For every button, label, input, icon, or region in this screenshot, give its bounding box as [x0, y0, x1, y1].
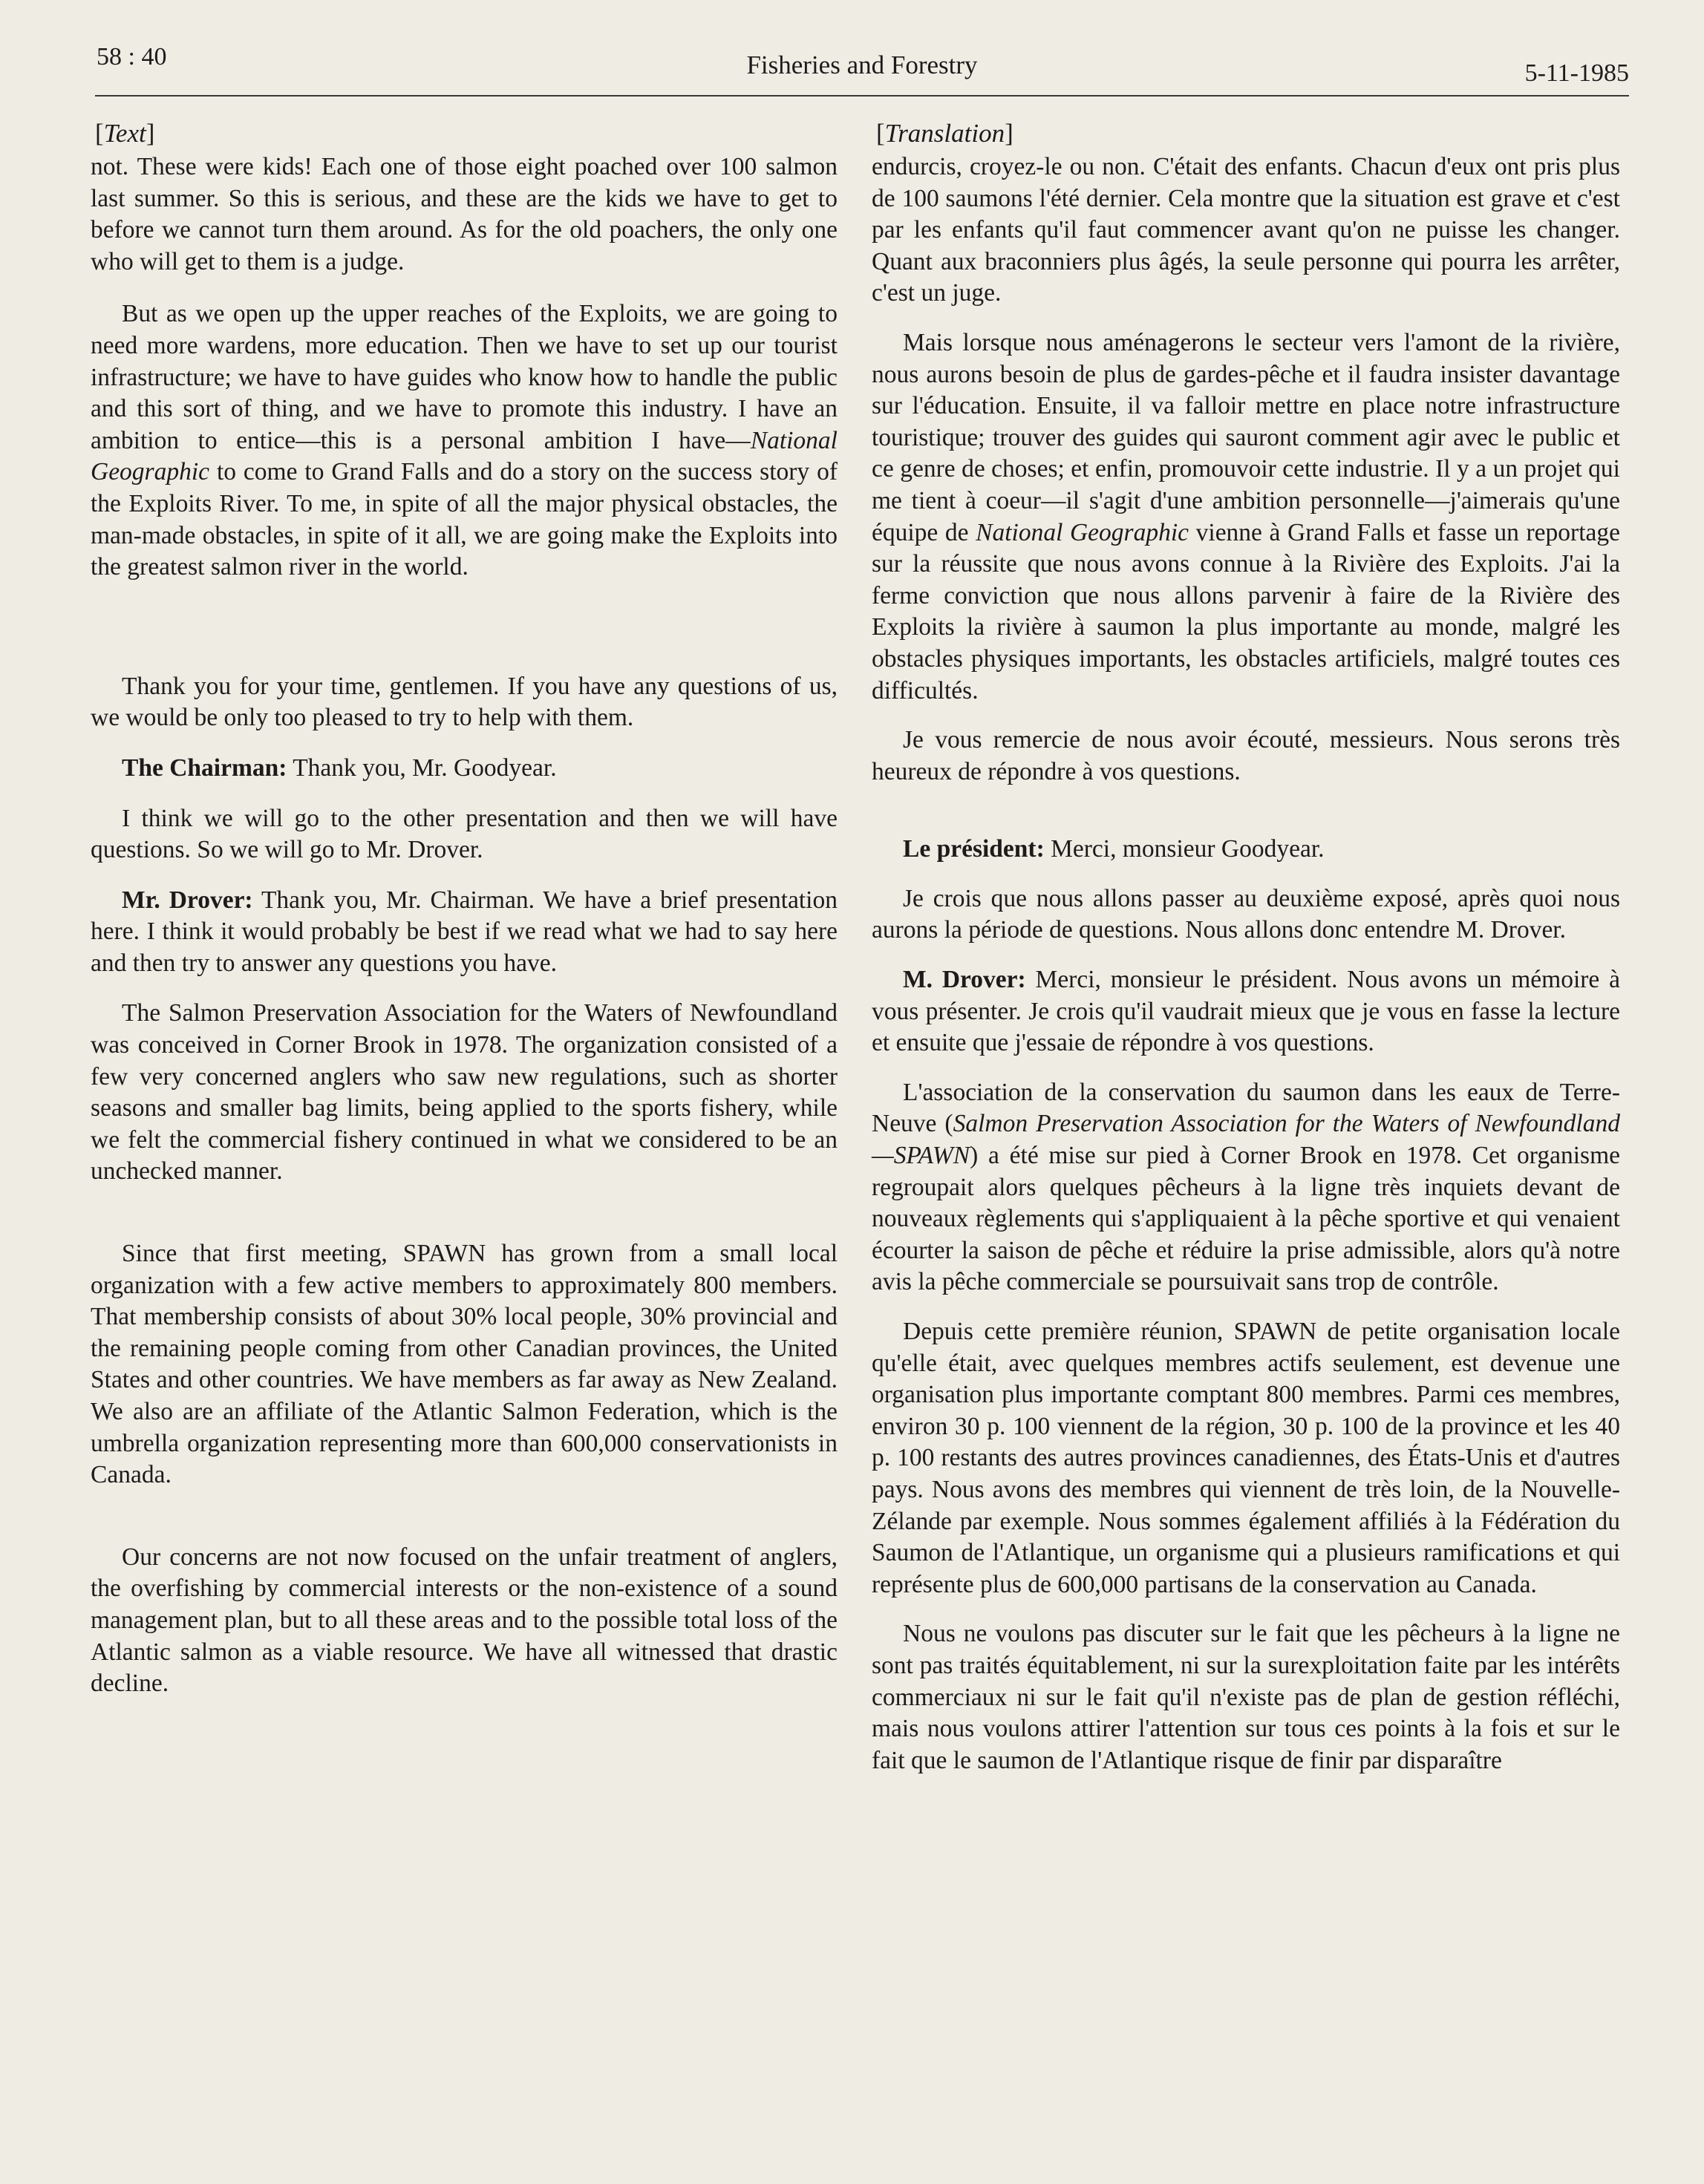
column-label-text: [Text]	[95, 119, 155, 148]
page-header	[95, 43, 1629, 97]
paragraph: But as we open up the upper reaches of the Exploits, we are going to need more wardens, more education. Then we have to set up our tourist infrastructure; we have to have guides who know how to handle the public and this sort of thing, and we have to promote this industry. I have an ambition to entice—this is a personal ambition I have—National Geographic to come to Grand Falls and do a story on the success story of the Exploits River. To me, in spite of all the major physical obstacles, the man-made obstacles, in spite of it all, we are going make the Exploits into the greatest salmon river in the world.	[91, 300, 838, 581]
sitting-date: 5-11-1985	[1524, 59, 1629, 87]
paragraph: Depuis cette première réunion, SPAWN de petite organisation locale qu'elle était, avec quelques membres actifs seulement, est devenue une organisation plus importante comptant 800 membres. Parmi ces membres, environ 30 p. 100 viennent de la région, 30 p. 100 de la province et les 40 p. 100 restants des autres provinces canadiennes, des États-Unis et d'autres pays. Nous avons des membres qui viennent de très loin, de la Nouvelle-Zélande par exemple. Nous sommes également affiliés à la Fédération du Saumon de l'Atlantique, un organisme qui a plusieurs ramifications et qui représente plus de 600,000 partisans de la conservation au Canada.	[872, 1318, 1620, 1598]
paragraph: Je crois que nous allons passer au deuxième exposé, après quoi nous aurons la période de questions. Nous allons donc entendre M. Drover.	[872, 884, 1620, 944]
speaker-name: Mr. Drover:	[122, 886, 253, 914]
paragraph: Thank you for your time, gentlemen. If you have any questions of us, we would be only too pleased to try to help with them.	[91, 672, 838, 732]
paragraph: The Chairman: Thank you, Mr. Goodyear.	[122, 753, 557, 782]
paragraph: Je vous remercie de nous avoir écouté, messieurs. Nous serons très heureux de répondre à vos questions.	[872, 726, 1620, 785]
running-title: Fisheries and Forestry	[746, 50, 978, 79]
paragraph: Nous ne voulons pas discuter sur le fait que les pêcheurs à la ligne ne sont pas traités équitablement, ni sur la surexploitation faite par les intérêts commerciaux ni sur le fait qu'il n'existe pas de plan de gestion réfléchi, mais nous voulons attirer l'attention sur tous ces points à la fois et sur le fait que le saumon de l'Atlantique risque de finir par disparaître	[872, 1620, 1620, 1774]
speaker-name: The Chairman:	[122, 753, 287, 782]
english-column	[91, 117, 838, 1700]
publication-title: National Geographic	[976, 518, 1189, 546]
publication-title: National Geographic	[91, 426, 838, 486]
organization-name: Salmon Preservation Association for the Waters of Newfoundland—SPAWN	[872, 1110, 1620, 1170]
paragraph: not. These were kids! Each one of those eight poached over 100 salmon last summer. So this is serious, and these are the kids we have to get to before we cannot turn them around. As for the old poachers, the only one who will get to them is a judge.	[91, 153, 838, 275]
paragraph: I think we will go to the other presentation and then we will have questions. So we will go to Mr. Drover.	[91, 804, 838, 864]
french-column	[872, 117, 1620, 1776]
paragraph: Our concerns are not now focused on the unfair treatment of anglers, the overfishing by commercial interests or the non-existence of a sound management plan, but to all these areas and to the possible total loss of the Atlantic salmon as a viable resource. We have all witnessed that drastic decline.	[91, 1543, 838, 1698]
paragraph: endurcis, croyez-le ou non. C'était des enfants. Chacun d'eux ont pris plus de 100 saumons l'été dernier. Cela montre que la situation est grave et c'est par les enfants qu'il faut commencer avant qu'on ne puisse les changer. Quant aux braconniers plus âgés, la seule personne qui pourra les arrêter, c'est un juge.	[872, 153, 1620, 307]
paragraph: Mr. Drover: Thank you, Mr. Chairman. We have a brief presentation here. I think it would probably be best if we read what we had to say here and then try to answer any questions you have.	[91, 886, 838, 977]
page-number: 58 : 40	[97, 43, 167, 71]
speaker-name: Le président:	[903, 835, 1045, 863]
paragraph: M. Drover: Merci, monsieur le président. Nous avons un mémoire à vous présenter. Je crois qu'il vaudrait mieux que je vous en fasse la lecture et ensuite que j'essaie de répondre à vos questions.	[872, 966, 1620, 1057]
speaker-name: M. Drover:	[903, 966, 1026, 994]
paragraph: Since that first meeting, SPAWN has grown from a small local organization with a few active members to approximately 800 members. That membership consists of about 30% local people, 30% provincial and the remaining people coming from other Canadian provinces, the United States and other countries. We have members as far away as New Zealand. We also are an affiliate of the Atlantic Salmon Federation, which is the umbrella organization representing more than 600,000 conservationists in Canada.	[91, 1240, 838, 1489]
paragraph: Le président: Merci, monsieur Goodyear.	[903, 835, 1325, 863]
paragraph: L'association de la conservation du saumon dans les eaux de Terre-Neuve (Salmon Preservation Association for the Waters of Newfoundland—SPAWN) a été mise sur pied à Corner Brook en 1978. Cet organisme regroupait alors quelques pêcheurs à la ligne très inquiets devant de nouveaux règlements qui s'appliquaient à la pêche sportive et qui venaient écourter la saison de pêche et réduire la prise admissible, alors qu'à notre avis la pêche commerciale se poursuivait sans trop de contrôle.	[872, 1078, 1620, 1296]
column-label-translation: [Translation]	[876, 119, 1013, 148]
paragraph: Mais lorsque nous aménagerons le secteur vers l'amont de la rivière, nous aurons besoin de plus de gardes-pêche et il faudra insister davantage sur l'éducation. Ensuite, il va falloir mettre en place notre infrastructure touristique; trouver des guides qui sauront comment agir avec le public et ce genre de choses; et enfin, promouvoir cette industrie. Il y a un projet qui me tient à coeur—il s'agit d'une ambition personnelle—j'aimerais qu'une équipe de National Geographic vienne à Grand Falls et fasse un reportage sur la réussite que nous avons connue à la Rivière des Exploits. J'ai la ferme conviction que nous allons parvenir à faire de la Rivière des Exploits la rivière à saumon la plus importante au monde, malgré les obstacles physiques importants, les obstacles artificiels, malgré toutes ces difficultés.	[872, 328, 1621, 704]
paragraph: The Salmon Preservation Association for the Waters of Newfoundland was conceived in Corner Brook in 1978. The organization consisted of a few very concerned anglers who saw new regulations, such as shorter seasons and smaller bag limits, being applied to the sports fishery, while we felt the commercial fishery continued in what we considered to be an unchecked manner.	[91, 999, 838, 1186]
